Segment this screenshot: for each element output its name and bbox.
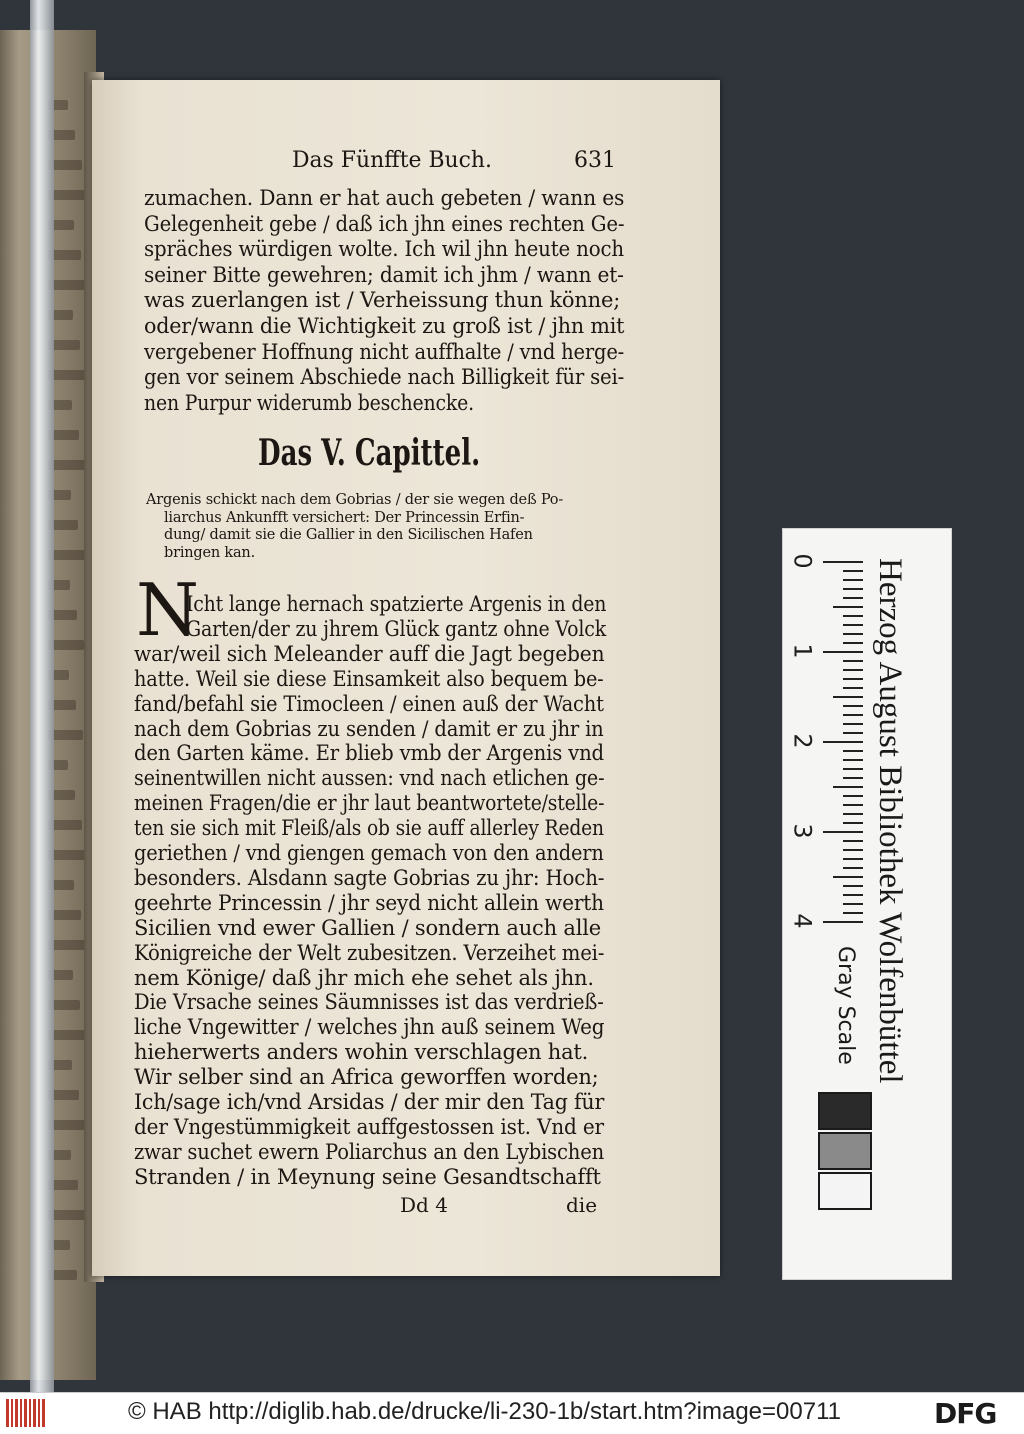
ruler-number: 0 <box>788 553 817 569</box>
ruler-tick <box>843 750 863 752</box>
ruler-tick <box>823 651 863 653</box>
text-line: nach dem Gobrias zu senden / damit er zu jhr in <box>134 716 604 741</box>
ruler-gray-label: Gray Scale <box>833 946 858 1065</box>
ruler-tick <box>843 894 863 896</box>
logo-bar <box>42 1399 45 1427</box>
ruler-tick <box>843 714 863 716</box>
ruler-tick <box>843 588 863 590</box>
chapter-summary-line: bringen kan. <box>164 544 255 561</box>
ruler-tick <box>823 831 863 833</box>
ruler-tick <box>843 723 863 725</box>
running-head: Das Fünffte Buch. <box>292 148 492 173</box>
previous-page-text-mark <box>48 940 88 950</box>
ruler-tick <box>843 768 863 770</box>
text-line: den Garten käme. Er blieb vmb der Argenis vnd <box>134 741 604 766</box>
logo-bar <box>15 1399 18 1427</box>
text-line: Icht lange hernach spatzierte Argenis in den <box>186 592 607 616</box>
ruler-tick <box>843 840 863 842</box>
ruler-tick <box>843 732 863 734</box>
previous-page-text-mark <box>48 190 89 200</box>
text-line: oder/wann die Wichtigkeit zu groß ist / jhn mit <box>144 314 625 338</box>
ruler-number: 1 <box>788 643 817 659</box>
ruler-tick <box>833 876 863 878</box>
ruler-tick <box>843 777 863 779</box>
text-line: gen vor seinem Abschiede nach Billigkeit für sei- <box>144 365 625 390</box>
text-line: fand/befahl sie Timocleen / einen auß der Wacht <box>134 691 604 716</box>
text-line: vergebener Hoffnung nicht auffhalte / vnd herge- <box>144 339 625 364</box>
dfg-logo[interactable]: DFG <box>934 1397 997 1430</box>
ruler-tick <box>843 669 863 671</box>
glass-rod <box>30 0 54 1392</box>
ruler-tick <box>843 804 863 806</box>
text-line: Garten/der zu jhrem Glück gantz ohne Volck <box>186 616 607 641</box>
ruler-tick <box>843 624 863 626</box>
text-line: was zuerlangen ist / Verheissung thun könne; <box>144 288 621 313</box>
text-line: Die Vrsache seines Säumnisses ist das verdrieß- <box>134 990 604 1015</box>
ruler-tick <box>843 615 863 617</box>
ruler-tick <box>843 687 863 689</box>
ruler-tick <box>843 597 863 599</box>
chapter-summary-line: dung/ damit sie die Gallier in den Sicilischen Hafen <box>164 527 533 543</box>
ruler-tick <box>843 570 863 572</box>
page-number: 631 <box>574 148 616 173</box>
chapter-summary-line: liarchus Ankunfft versichert: Der Princessin Erfin- <box>164 509 525 526</box>
previous-page-text-mark <box>48 280 88 290</box>
ruler-number: 4 <box>788 913 817 929</box>
text-line: zwar suchet ewern Poliarchus an den Lybischen <box>134 1139 605 1164</box>
signature-mark: Dd 4 <box>400 1193 448 1217</box>
ruler-tick <box>843 759 863 761</box>
text-line: Wir selber sind an Africa geworffen worden; <box>134 1065 599 1090</box>
ruler-tick <box>843 858 863 860</box>
gray-swatch <box>818 1092 872 1130</box>
text-line: liche Vngewitter / welches jhn auß seinem Weg <box>134 1015 605 1040</box>
ruler-tick <box>833 786 863 788</box>
ruler-tick <box>843 867 863 869</box>
ruler-tick <box>843 705 863 707</box>
text-line: besonders. Alsdann sagte Gobrias zu jhr: Hoch- <box>134 865 605 890</box>
ruler-tick <box>833 696 863 698</box>
text-line: geehrte Princessin / jhr seyd nicht allein werth <box>134 890 604 915</box>
text-line: Sicilien vnd ewer Gallien / sondern auch alle <box>134 915 601 940</box>
ruler-tick <box>823 741 863 743</box>
ruler-number: 3 <box>788 823 817 839</box>
ruler-tick <box>843 579 863 581</box>
text-line: war/weil sich Meleander auff die Jagt begeben <box>134 641 605 666</box>
ruler-institution-label: Herzog August Bibliothek Wolfenbüttel <box>872 558 908 1084</box>
gray-swatch <box>818 1172 872 1210</box>
text-line: Gelegenheit gebe / daß ich jhn eines rechten Ge- <box>144 211 625 236</box>
ruler-tick <box>823 561 863 563</box>
ruler-tick <box>833 606 863 608</box>
ruler-tick <box>843 642 863 644</box>
chapter-summary-line: Argenis schickt nach dem Gobrias / der sie wegen deß Po- <box>146 492 564 508</box>
previous-page-text-mark <box>48 850 89 860</box>
text-line: Stranden / in Meynung seine Gesandtschafft <box>134 1164 601 1189</box>
ruler-tick <box>843 912 863 914</box>
text-line: Königreiche der Welt zubesitzen. Verzeihet mei- <box>134 940 605 965</box>
gray-swatch <box>818 1132 872 1170</box>
logo-bar <box>38 1399 40 1427</box>
catchword: die <box>566 1193 598 1217</box>
footer-copyright-link[interactable]: © HAB http://diglib.hab.de/drucke/li-230-1b/start.htm?image=00711 <box>128 1398 841 1425</box>
ruler-tick <box>843 903 863 905</box>
ruler-tick <box>843 849 863 851</box>
logo-bar <box>29 1399 31 1427</box>
ruler-tick <box>843 813 863 815</box>
ruler-number: 2 <box>788 733 817 749</box>
logo-bar <box>6 1399 9 1427</box>
text-line: hieherwerts anders wohin verschlagen hat. <box>134 1040 589 1065</box>
logo-bar <box>11 1399 13 1427</box>
text-line: nem Könige/ daß jhr mich ehe sehet als jhn. <box>134 965 594 990</box>
ruler-tick <box>843 678 863 680</box>
ruler-tick <box>843 660 863 662</box>
ruler-tick <box>843 885 863 887</box>
ruler-tick <box>843 822 863 824</box>
text-line: der Vngestümmigkeit auffgestossen ist. Vnd er <box>134 1114 604 1139</box>
text-line: zumachen. Dann er hat auch gebeten / wann es <box>144 186 625 210</box>
drop-cap: N <box>136 568 199 652</box>
text-line: ten sie sich mit Fleiß/als ob sie auff allerley Reden <box>134 816 604 841</box>
text-line: spräches würdigen wolte. Ich wil jhn heute noch <box>144 237 624 262</box>
ruler-tick <box>843 633 863 635</box>
logo-bar <box>20 1399 22 1427</box>
footer-bar <box>0 1392 1024 1434</box>
logo-bar <box>33 1399 36 1427</box>
text-line: Ich/sage ich/vnd Arsidas / der mir den Tag für <box>134 1090 605 1114</box>
hab-logo-icon[interactable] <box>6 1399 46 1427</box>
text-line: nen Purpur widerumb beschencke. <box>144 390 474 415</box>
text-line: seiner Bitte gewehren; damit ich jhm / wann et- <box>144 262 624 287</box>
chapter-title: Das V. Capittel. <box>258 432 481 474</box>
ruler-tick <box>843 795 863 797</box>
text-line: seinentwillen nicht aussen: vnd nach etlichen ge- <box>134 766 605 791</box>
text-line: geriethen / vnd giengen gemach von den andern <box>134 841 604 865</box>
text-line: meinen Fragen/die er jhr laut beantwortete/stelle- <box>134 791 605 816</box>
logo-bar <box>24 1399 27 1427</box>
text-line: hatte. Weil sie diese Einsamkeit also bequem be- <box>134 666 604 691</box>
ruler-tick <box>823 921 863 923</box>
